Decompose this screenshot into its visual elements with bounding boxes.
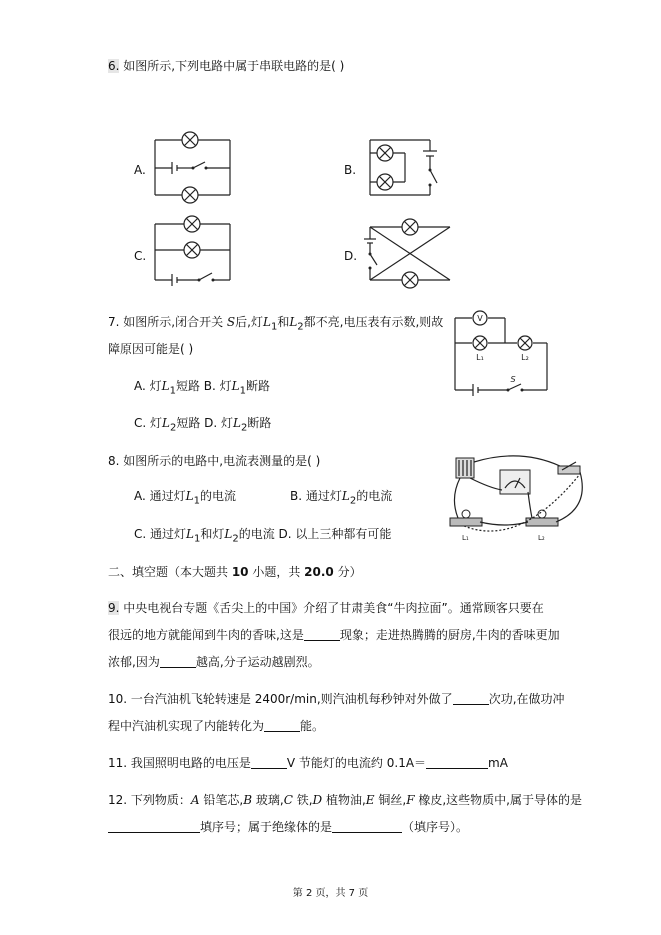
q12-blank-2[interactable] <box>332 820 402 833</box>
q8-option-cd: C. 通过灯$L_1$和灯$L_2$的电流 D. 以上三种都有可能 <box>134 527 392 545</box>
fig7-l2-label: L₂ <box>521 353 529 362</box>
q10-blank-1[interactable] <box>453 692 489 705</box>
circuit-a-diagram <box>150 125 240 210</box>
q10-line-1: 10. 一台汽油机飞轮转速是 2400r/min,则汽油机每秒钟对外做了 次功,在做功冲 <box>108 692 565 706</box>
q7-options-ab: A. 灯$L_1$短路 B. 灯$L_1$断路 <box>134 379 271 397</box>
q12-line-2: 填序号；属于绝缘体的是 （填序号）。 <box>108 819 468 835</box>
q11-line: 11. 我国照明电路的电压是 V 节能灯的电流约 0.1A＝ mA <box>108 756 508 770</box>
q7-circuit-diagram <box>455 308 550 400</box>
q6-option-b-label: B. <box>344 163 357 177</box>
q12-blank-1[interactable] <box>108 820 200 833</box>
q6-text <box>108 58 344 74</box>
q11-blank-2[interactable] <box>426 756 488 769</box>
voltmeter-label: V <box>477 314 483 323</box>
q11-blank-1[interactable] <box>251 756 287 769</box>
circuit-d-diagram <box>365 215 460 290</box>
q7-options-cd: C. 灯$L_2$短路 D. 灯$L_2$断路 <box>134 416 272 434</box>
circuit-c-diagram <box>150 210 240 295</box>
q8-option-a: A. 通过灯$L_1$的电流 <box>134 489 236 507</box>
q8-option-b: B. 通过灯$L_2$的电流 <box>290 489 393 507</box>
q12-line-1: 12. 下列物质：A 铅笔芯,B 玻璃,C 铁,D 植物油,E 铜丝,F 橡皮,这些物质中,属于导体的是 <box>108 793 582 807</box>
q7-line-2: 障原因可能是( ) <box>108 342 194 356</box>
q6-number: 6. <box>108 59 120 73</box>
q9-line-1: 9. 中央电视台专题《舌尖上的中国》介绍了甘肃美食“牛肉拉面”。通常顾客只要在 <box>108 601 544 615</box>
q6-option-c-label: C. <box>134 249 147 263</box>
q10-line-2: 程中汽油机实现了内能转化为 能。 <box>108 719 325 733</box>
q6-option-a-label: A. <box>134 163 146 177</box>
q9-blank-2[interactable] <box>160 655 196 668</box>
q8-circuit-drawing <box>440 448 590 543</box>
fig7-switch-label: S <box>510 375 516 384</box>
q6-stem: 如图所示,下列电路中属于串联电路的是( ) <box>119 59 345 73</box>
q9-line-3: 浓郁,因为 越高,分子运动越剧烈。 <box>108 655 320 669</box>
q10-blank-2[interactable] <box>264 719 300 732</box>
q9-line-2: 很远的地方就能闻到牛肉的香味,这是 现象；走进热腾腾的厨房,牛肉的香味更加 <box>108 628 560 642</box>
q7-line-1: 7. 如图所示,闭合开关 S后,灯$L_1$和$L_2$都不亮,电压表有示数,则故 <box>108 315 444 333</box>
q9-blank-1[interactable] <box>304 628 340 641</box>
q8-stem: 8. 如图所示的电路中,电流表测量的是( ) <box>108 454 321 468</box>
section-2-heading: 二、填空题（本大题共 10 小题，共 20.0 分） <box>108 565 362 579</box>
fig8-l2-label: L₂ <box>538 534 545 542</box>
q6-option-d-label: D. <box>344 249 358 263</box>
circuit-b-diagram <box>365 135 460 205</box>
fig8-l1-label: L₁ <box>462 534 469 542</box>
page-footer: 第 2 页，共 7 页 <box>292 888 369 899</box>
fig7-l1-label: L₁ <box>476 353 484 362</box>
